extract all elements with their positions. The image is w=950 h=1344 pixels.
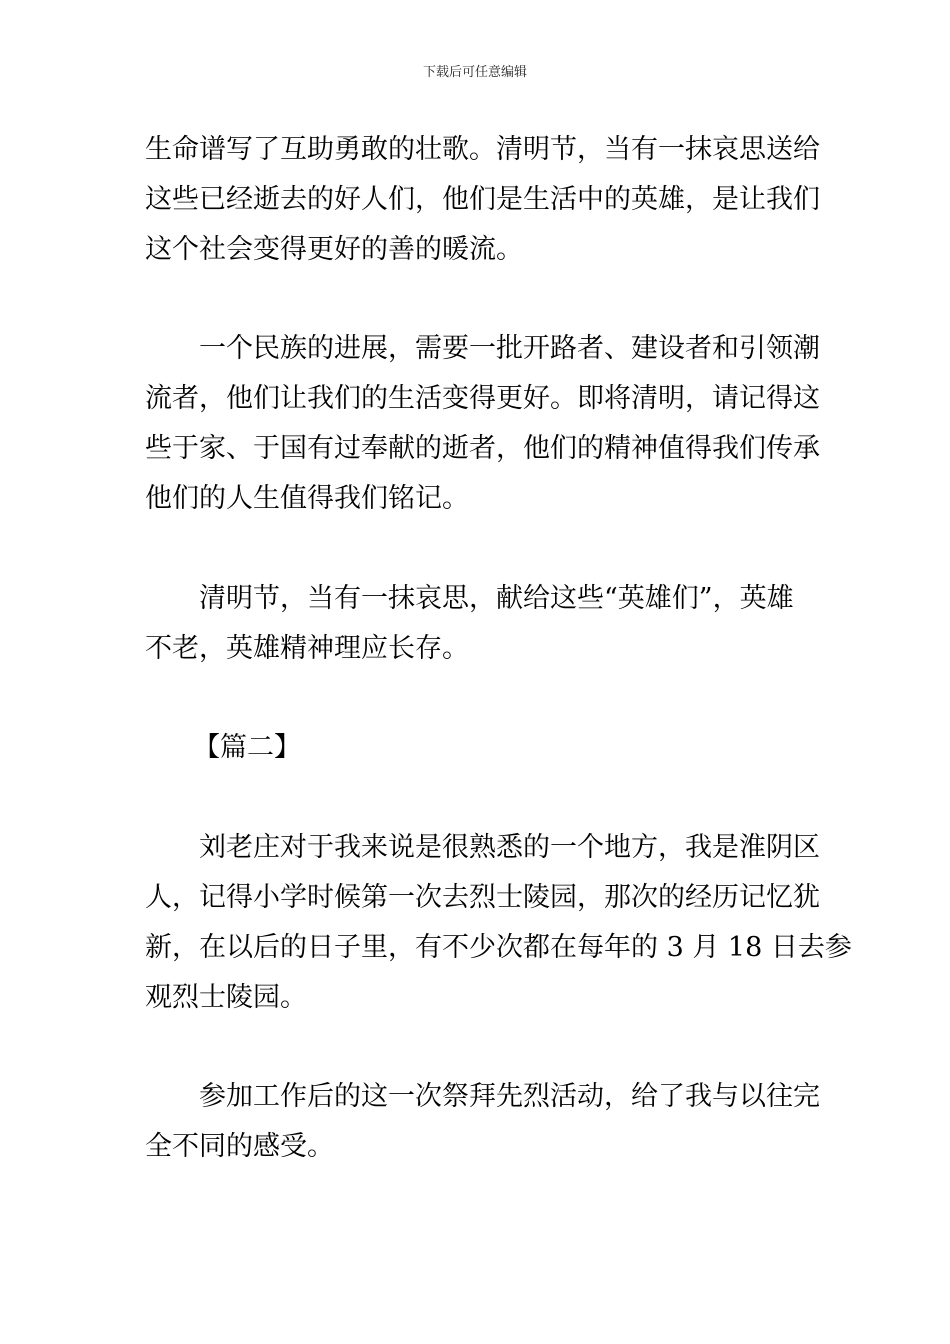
text-line: 些于家、于国有过奉献的逝者，他们的精神值得我们传承 xyxy=(145,433,820,464)
text-line: 不老，英雄精神理应长存。 xyxy=(145,633,469,664)
page-header: 下载后可任意编辑 xyxy=(422,65,527,80)
text-line: 他们的人生值得我们铭记。 xyxy=(145,483,469,514)
text-line: 这个社会变得更好的善的暖流。 xyxy=(145,234,523,265)
text-line: 参加工作后的这一次祭拜先烈活动，给了我与以往完 xyxy=(199,1081,820,1112)
text-line: 新，在以后的日子里，有不少次都在每年的 3 月 18 日去参 xyxy=(145,932,852,963)
text-line: 观烈士陵园。 xyxy=(145,982,307,1013)
text-line: 清明节，当有一抹哀思，献给这些“英雄们”，英雄 xyxy=(199,583,794,614)
text-line: 生命谱写了互助勇敢的壮歌。清明节，当有一抹哀思送给 xyxy=(145,134,820,165)
text-line: 人，记得小学时候第一次去烈士陵园，那次的经历记忆犹 xyxy=(145,882,820,913)
section-heading-text: 【篇二】 xyxy=(193,732,301,763)
text-line: 这些已经逝去的好人们，他们是生活中的英雄，是让我们 xyxy=(145,184,820,215)
text-line: 一个民族的进展，需要一批开路者、建设者和引领潮 xyxy=(199,333,820,364)
text-line: 刘老庄对于我来说是很熟悉的一个地方，我是淮阴区 xyxy=(199,832,820,863)
text-line: 全不同的感受。 xyxy=(145,1131,334,1162)
text-line: 流者，他们让我们的生活变得更好。即将清明，请记得这 xyxy=(145,383,820,414)
